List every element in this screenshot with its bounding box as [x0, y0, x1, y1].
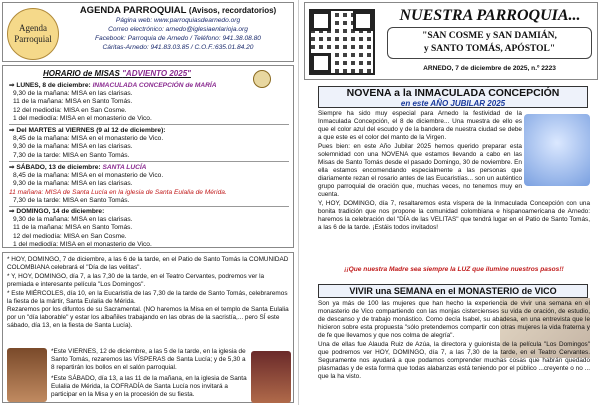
- novena-closing: ¡¡Que nuestra Madre sea siempre la LUZ que ilumine nuestros pasos!!: [344, 266, 564, 273]
- novena-paragraph: Pues bien: en este Año Jubilar 2025 hemos querido preparar esta solemnidad con una NOVENA que estamos llevando a cabo en las Misas de Santo Tomás desde el pasado Domingo, 30 de noviembre. En ella estamos encomendando especialmente a las personas que diariamente rezan el rosario antes de las Eucaristías... son un auténtico grupo parroquial de oración que, muchas veces, no tenemos muy en cuenta.: [318, 143, 522, 198]
- notice-visperas: *Este VIERNES, 12 de diciembre, a las 5 de la tarde, en la iglesia de Santo Tomás, rezaremos las VÍSPERAS de Santa Lucía; y de 5,30 a 8 repartirán los bollos en el salón parroquial.: [51, 348, 246, 371]
- saint-lucia-image: [251, 351, 291, 403]
- agenda-header: [2, 2, 294, 62]
- schedule-line: 9,30 de la mañana: MISA en las clarisas.: [13, 143, 133, 151]
- schedule-line: 7,30 de la tarde: MISA en Santo Tomás.: [13, 151, 130, 159]
- schedule-line: 11 de la mañana: MISA en Santo Tomás.: [13, 98, 133, 106]
- notice-film: * Y, HOY, DOMINGO, día 7, a las 7,30 de la tarde, en el Teatro Cervantes, podremos ver la premiada e interesante película "Los Domingos".: [7, 273, 265, 288]
- agenda-logo-line2: Parroquial: [14, 34, 52, 44]
- agenda-logo-line1: Agenda: [19, 23, 47, 33]
- novena-header: [318, 86, 588, 108]
- qr-finder: [353, 11, 373, 31]
- schedule-line: 11 de la mañana: MISA en Santo Tomás.: [13, 224, 133, 232]
- schedule-line: 12 del mediodía: MISA en San Cosme.: [13, 106, 127, 114]
- left-column: [2, 2, 294, 403]
- agenda-facebook: Facebook: Parroquia de Arnedo / Teléfono: 941.38.08.80: [95, 35, 261, 42]
- schedule-line: 9,30 de la mañana: MISA en las clarisas.: [13, 216, 133, 224]
- schedule-line: 7,30 de la tarde: MISA en Santo Tomás.: [13, 196, 130, 204]
- schedule-line: 8,45 de la mañana: MISA en el monasterio de Vico.: [13, 135, 164, 143]
- agenda-email[interactable]: Correo electrónico: arnedo@iglesiaenlarioja.org: [108, 26, 248, 33]
- vivir-body: [318, 300, 590, 382]
- agenda-title-text: AGENDA PARROQUIAL: [79, 5, 187, 16]
- monday-feast: INMACULADA CONCEPCIÓN de MARÍA: [92, 82, 217, 89]
- parish-header: [304, 2, 598, 80]
- issue-date: ARNEDO, 7 de diciembre de 2025, n.º 2223: [423, 65, 556, 72]
- novena-title: NOVENA a la INMACULADA CONCEPCIÓN: [346, 87, 560, 99]
- schedule-separator: [9, 206, 289, 207]
- saturday-head: ⇒ SÁBADO, 13 de diciembre:: [9, 164, 101, 171]
- notice-velitas: * HOY, DOMINGO, 7 de diciembre, a las 6 de la tarde, en el Patio de Santo Tomás la COMUNIDAD COLOMBIANA celebrará el "Día de las velitas".: [7, 256, 289, 271]
- vivir-paragraph: Son ya más de 100 las mujeres que han hecho la experiencia de vivir una semana en el monasterio de Vico compartiendo con las monjas cistercienses su vida de oración, de estudio, de descanso y de trabajo monástico. Como decía Isabel, su abadesa, en una entrevista que le hicieron sobre esta propuesta "sólo pretendemos compartir con otras mujeres la vida fraterna y de fe que llevamos y que nos colma de alegría".: [318, 300, 590, 339]
- agenda-logo: [7, 8, 59, 60]
- schedule-separator: [9, 161, 289, 162]
- agenda-title-sub: (Avisos, recordatorios): [188, 6, 277, 15]
- monday-head: ⇒ LUNES, 8 de diciembre:: [9, 82, 91, 89]
- parish-title: NUESTRA PARROQUIA...: [399, 7, 581, 24]
- schedule-advent: "ADVIENTO 2025": [122, 69, 191, 78]
- right-column: [304, 2, 598, 403]
- novena-paragraph: Siempre ha sido muy especial para Arnedo la festividad de la Inmaculada Concepción, el 8 de diciembre... Una muestra de ello es que el color azul del escudo y de la bandera de nuestra ciudad se debe a que este es el color del manto de la Virgen.: [318, 110, 522, 141]
- vivir-header: VIVIR una SEMANA en el MONASTERIO de VICO: [318, 284, 588, 298]
- notice-santa-eulalia-note: Rezaremos por los difuntos de su Sacramental. (NO haremos la Misa en el templo de Santa Eulalia por un "día laborable" y estar los albañiles trabajando en las obras de la sacristía,... pero SÍ este sábado, día 13, en la fiesta de Santa Lucía).: [7, 306, 289, 329]
- qr-finder: [311, 53, 331, 73]
- qr-finder: [311, 11, 331, 31]
- notices-box: [2, 252, 294, 403]
- notice-santa-lucia: *Este SÁBADO, día 13, a las 11 de la mañana, en la iglesia de Santa Eulalia de Mérida, la COFRADÍA de Santa Lucía nos invitará a participar en la Misa y en la procesión de su fiesta.: [51, 375, 247, 398]
- notice-santa-eulalia: * Este MIÉRCOLES, día 10, en la Eucaristía de las 7,30 de la tarde de Santo Tomás, celebraremos la fiesta de la mártir, Santa Eulalia de Mérida.: [7, 290, 288, 305]
- schedule-line: 8,45 de la mañana: MISA en el monasterio de Vico.: [13, 172, 164, 180]
- schedule-line: 1 del mediodía: MISA en el monasterio de Vico.: [13, 114, 152, 122]
- weekdays-head: ⇒ Del MARTES al VIERNES (9 al 12 de diciembre):: [9, 127, 166, 134]
- schedule-separator: [9, 124, 289, 125]
- schedule-line: 9,30 de la mañana: MISA en las clarisas.: [13, 90, 133, 98]
- patron-saints-line2: y SANTO TOMÁS, APÓSTOL": [423, 44, 556, 54]
- schedule-line: 1 del mediodía: MISA en el monasterio de Vico.: [13, 240, 152, 248]
- schedule-title-text: HORARIO de MISAS: [43, 69, 120, 78]
- novena-subtitle: en este AÑO JUBILAR 2025: [400, 99, 506, 108]
- advent-wreath-icon: [253, 70, 271, 88]
- mass-schedule: [2, 65, 294, 248]
- schedule-line-highlight: 11 mañana: MISA de Santa Lucía en la iglesia de Santa Eulalia de Mérida.: [9, 188, 227, 196]
- agenda-web[interactable]: Página web: www.parroquiasdearnedo.org: [115, 17, 241, 24]
- patron-saints-line1: "SAN COSME y SAN DAMIÁN,: [422, 31, 557, 41]
- schedule-saturday: [9, 164, 227, 205]
- schedule-weekdays: [9, 127, 166, 160]
- schedule-line: 9,30 de la mañana: MISA en las clarisas.: [13, 180, 133, 188]
- schedule-monday: [9, 82, 217, 123]
- schedule-title: [43, 69, 191, 78]
- sunday-head: ⇒ DOMINGO, 14 de diciembre:: [9, 208, 105, 215]
- novena-body: [318, 110, 590, 233]
- agenda-caritas: Cáritas-Arnedo: 941.83.03.85 / C.O.F.:635.01.84.20: [102, 44, 254, 51]
- novena-paragraph: Y, HOY, DOMINGO, día 7, resaltaremos esta víspera de la Inmaculada Concepción con una bonita tradición que nos propone la comunidad colombiana e hispanoamericana de Arnedo: haremos la celebración del "DÍA de las VELITAS" que tendrá lugar en el Patio de Santo Tomás, a las 6 de la tarde. ¡Estáis todos invitados!: [318, 199, 590, 231]
- saint-eulalia-image: [7, 348, 47, 402]
- vivir-paragraph: Una de ellas fue Alauda Ruiz de Azúa, la directora y guionista de la película "Los Domingos" que podremos ver HOY, DOMINGO, día 7, a las 7,30 de la tarde, en el Teatro Cervantes. Seguramente nos ayudará a que podamos comprender muchas cosas que habrán quedado plasmadas y de esta forma que todas alabanzas está teniendo por el público ...creyente o no ... que la ha visto.: [318, 341, 590, 380]
- patron-saints-box: [387, 27, 592, 59]
- agenda-title: [63, 5, 293, 16]
- fold-divider: [298, 0, 299, 405]
- schedule-line: 12 del mediodía: MISA en San Cosme.: [13, 232, 127, 240]
- schedule-sunday: [9, 208, 152, 249]
- saturday-feast: SANTA LUCÍA: [102, 164, 147, 171]
